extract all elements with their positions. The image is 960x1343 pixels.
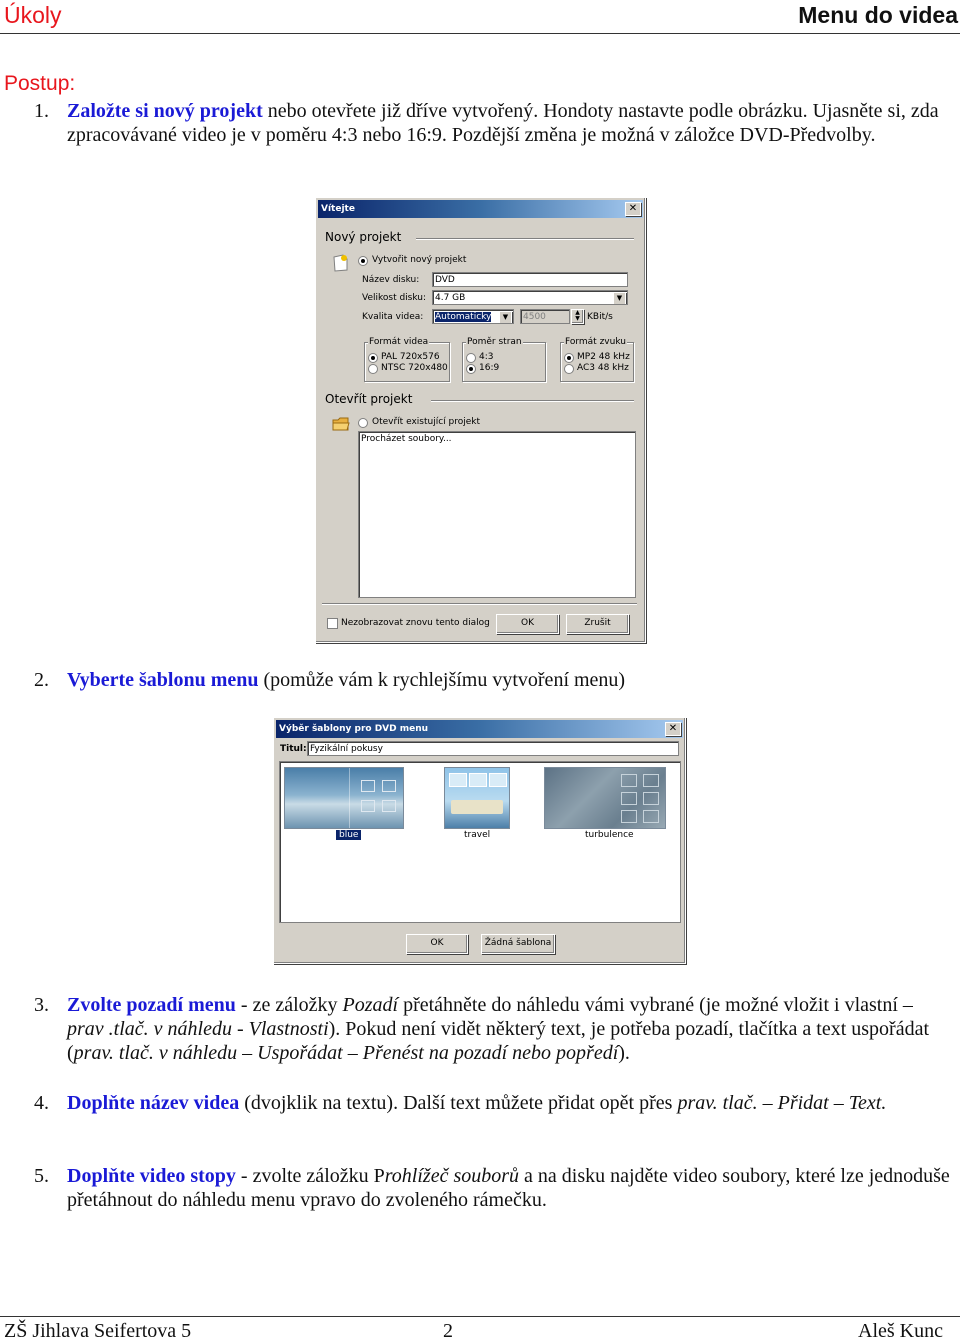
bitrate-spinner[interactable]: ▲ ▼ [571,309,584,324]
step-number: 2. [34,669,49,691]
pal-radio[interactable] [368,353,378,363]
aspect-4-3-label: 4:3 [479,352,494,362]
template-thumb-turbulence[interactable] [544,767,666,829]
divider [322,603,637,605]
chevron-down-icon[interactable]: ▼ [613,292,626,305]
header-left: Úkoly [4,2,62,28]
step-link: Vyberte šablonu menu [67,669,259,691]
footer-right: Aleš Kunc [858,1320,943,1342]
cancel-button[interactable]: Zrušit [566,614,629,634]
step-5 [34,1164,954,1212]
disk-name-label: Název disku: [362,275,420,285]
template-thumb-blue[interactable] [284,767,404,829]
step-text: a na disku najděte video soubory, které lze jednoduše přetáhnout do náhledu menu vpravo do zvoleného rámečku. [67,1165,950,1211]
project-list[interactable] [358,431,636,598]
step-text: - zvolte záložku P [235,1165,385,1187]
step-text-italic: prav. tlač. [73,1042,154,1064]
dont-show-checkbox[interactable] [327,618,338,629]
step-text: nebo otevřete již dříve vytvořený. Hondoty nastavte podle obrázku. Ujasněte si, zda zpracovávané video je v poměru 4:3 nebo 16:9. Pozdější změna je možná v záložce [67,100,939,146]
create-project-label: Vytvořit nový projekt [372,255,467,265]
template-list[interactable] [279,761,681,923]
close-icon[interactable]: ✕ [665,722,681,736]
folder-icon [332,416,350,432]
chevron-down-icon[interactable]: ▼ [499,311,512,324]
mp2-label: MP2 48 kHz [577,352,630,362]
open-project-label: Otevřít existující projekt [372,417,481,427]
template-thumb-travel[interactable] [444,767,510,829]
template-label-blue[interactable]: blue [336,830,361,840]
step-text: - ze záložky [235,994,343,1016]
dont-show-label: Nezobrazovat znovu tento dialog [341,618,490,628]
step-text-italic: prav. tlač. [677,1092,758,1114]
step-3 [34,993,954,1065]
open-project-radio[interactable] [358,418,368,428]
ntsc-label: NTSC 720x480 [381,363,448,373]
close-icon[interactable]: ✕ [625,202,641,216]
ok-button[interactable]: OK [496,614,559,634]
video-format-title: Formát videa [369,337,429,347]
step-text: – [757,1092,778,1114]
bitrate-input[interactable]: 4500 [520,309,570,324]
page-number: 2 [443,1320,453,1342]
disk-size-select[interactable]: 4.7 GB ▼ [432,290,628,305]
step-link: Založte si nový projekt [67,100,263,122]
aspect-16-9-label: 16:9 [479,363,500,373]
quality-label: Kvalita videa: [362,312,424,322]
dialog-titlebar [318,200,643,218]
aspect-title: Poměr stran [467,337,522,347]
step-link: Zvolte pozadí menu [67,994,236,1016]
title-label: Titul: [280,744,307,754]
step-number: 3. [34,994,49,1016]
no-template-button[interactable]: Žádná šablona [481,934,555,954]
intro-heading: Postup: [4,72,76,95]
step-text-italic: prav .tlač. v náhledu - Vlastnosti [67,1018,329,1040]
step-text: (pomůže vám k rychlejšímu vytvoření menu) [258,669,626,691]
step-1 [34,99,954,147]
audio-title: Formát zvuku [565,337,626,347]
template-dialog [273,717,686,964]
aspect-16-9-radio[interactable] [466,364,476,374]
step-4 [34,1091,954,1115]
ac3-radio[interactable] [564,364,574,374]
step-number: 1. [34,100,49,122]
step-text-italic: Přidat – Text. [777,1092,887,1114]
step-number: 4. [34,1092,49,1114]
step-text-italic: rohlížeč souborů [384,1165,520,1187]
dialog-titlebar [276,720,683,738]
step-link: Doplňte video stopy [67,1165,236,1187]
footer-rule [0,1316,960,1317]
pal-label: PAL 720x576 [381,352,440,362]
browse-item[interactable]: Procházet soubory... [361,434,452,444]
divider [431,400,634,402]
new-project-heading: Nový projekt [325,230,402,244]
open-project-heading: Otevřít projekt [325,392,413,406]
disk-size-label: Velikost disku: [362,293,427,303]
dialog-title: Výběr šablony pro DVD menu [279,724,429,734]
step-text-italic: v náhledu – Uspořádat – Přenést na pozadí nebo popředí [153,1042,619,1064]
template-label-turbulence[interactable]: turbulence [585,830,634,840]
step-text: ). Pokud není vidět některý text, je potřeba pozadí, tlačítka a text uspořádat ( [67,1018,930,1064]
ac3-label: AC3 48 kHz [577,363,629,373]
divider [416,238,634,240]
ok-button[interactable]: OK [406,934,468,954]
template-label-travel[interactable]: travel [464,830,491,840]
step-text: přetáhněte do náhledu vámi vybrané (je možné vložit i vlastní – [398,994,913,1016]
video-format-group [364,342,450,382]
step-text: (dvojklik na textu). Další text můžete přidat opět přes [239,1092,678,1114]
bitrate-unit: KBit/s [587,312,613,322]
step-number: 5. [34,1165,49,1187]
welcome-dialog [315,197,646,643]
mp2-radio[interactable] [564,353,574,363]
step-text: ). [618,1042,630,1064]
step-2 [34,668,954,692]
header-rule [0,33,960,34]
footer-left: ZŠ Jihlava Seifertova 5 [4,1320,192,1342]
ntsc-radio[interactable] [368,364,378,374]
step-text-italic: Pozadí [342,994,399,1016]
dialog-title: Vítejte [321,204,355,214]
aspect-4-3-radio[interactable] [466,353,476,363]
disk-name-input[interactable]: DVD [432,272,628,287]
aspect-group [462,342,546,382]
title-input[interactable]: Fyzikální pokusy [307,741,679,756]
quality-select[interactable]: Automaticky ▼ [432,309,514,324]
create-project-radio[interactable] [358,256,368,266]
step-text: DVD-Předvolby. [739,124,876,146]
header-right: Menu do videa [798,2,958,28]
new-file-icon [333,254,349,272]
step-link: Doplňte název videa [67,1092,240,1114]
